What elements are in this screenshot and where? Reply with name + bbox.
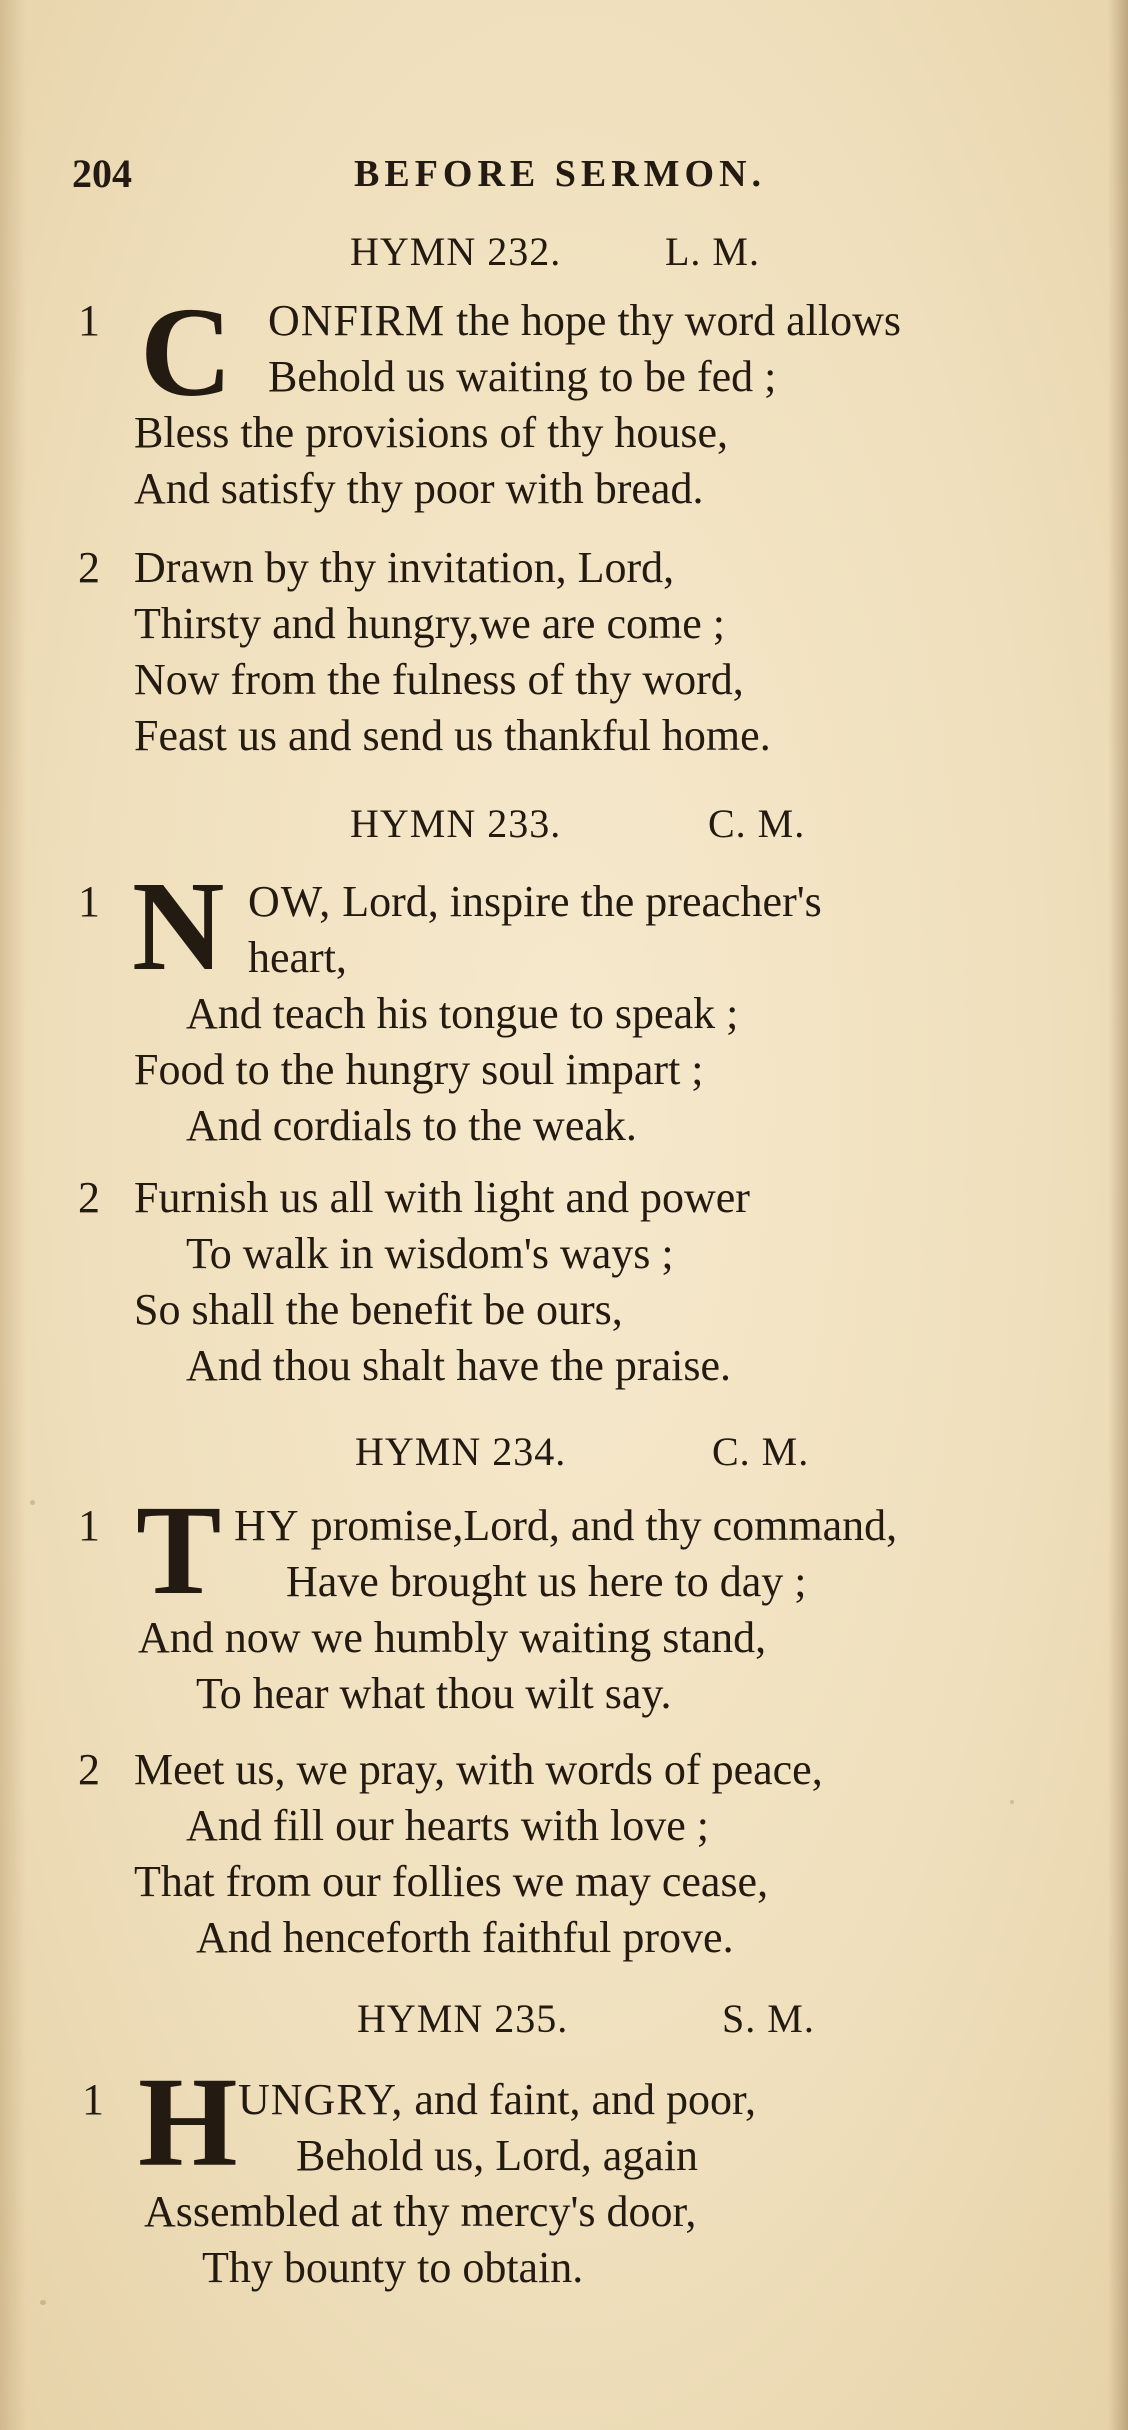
page-left-shading (0, 0, 26, 2430)
verse-line: Bless the provisions of thy house, (134, 408, 728, 457)
verse-number: 1 (78, 296, 100, 345)
verse-number: 1 (82, 2075, 104, 2124)
verse-line: And henceforth faithful prove. (196, 1913, 734, 1962)
hymn-meter: C. M. (708, 801, 806, 846)
verse-line: Behold us, Lord, again (296, 2131, 699, 2180)
verse-number: 2 (78, 1745, 100, 1794)
verse-line: Assembled at thy mercy's door, (144, 2187, 697, 2236)
hymn-number: HYMN 234. (355, 1429, 567, 1474)
verse-number: 2 (78, 1173, 100, 1222)
verse-line: And cordials to the weak. (186, 1101, 637, 1150)
verse-line: Meet us, we pray, with words of peace, (134, 1745, 823, 1794)
drop-capital: T (136, 1479, 222, 1621)
verse-number: 1 (78, 1501, 100, 1550)
drop-capital: H (138, 2051, 238, 2193)
paper-speck (30, 1500, 35, 1505)
verse-line: That from our follies we may cease, (134, 1857, 769, 1906)
hymn-number: HYMN 233. (350, 801, 562, 846)
verse-line: ONFIRM the hope thy word allows (268, 296, 901, 345)
section-title: BEFORE SERMON. (354, 153, 767, 195)
hymn-number: HYMN 235. (357, 1996, 569, 2041)
verse-line: Feast us and send us thankful home. (134, 711, 771, 760)
verse-number: 1 (78, 877, 100, 926)
verse-line: Food to the hungry soul impart ; (134, 1045, 704, 1094)
verse-line: Behold us waiting to be fed ; (268, 352, 777, 401)
hymn-number: HYMN 232. (350, 229, 562, 274)
running-head (72, 150, 1072, 210)
page-number: 204 (72, 151, 132, 196)
verse-line: And thou shalt have the praise. (186, 1341, 731, 1390)
verse-line: And teach his tongue to speak ; (186, 989, 739, 1038)
paper-speck (1010, 1800, 1014, 1804)
verse-line: Now from the fulness of thy word, (134, 655, 744, 704)
verse-line: UNGRY, and faint, and poor, (238, 2075, 756, 2124)
verse-line: Have brought us here to day ; (286, 1557, 807, 1606)
verse-line: And fill our hearts with love ; (186, 1801, 710, 1850)
hymn-meter: L. M. (665, 229, 760, 274)
verse-number: 2 (78, 543, 100, 592)
verse-line: Furnish us all with light and power (134, 1173, 750, 1222)
drop-capital: C (140, 281, 233, 423)
verse-line: To walk in wisdom's ways ; (186, 1229, 674, 1278)
verse-line: OW, Lord, inspire the preacher's (248, 877, 822, 926)
verse-line: And now we humbly waiting stand, (138, 1613, 767, 1662)
verse-line: Thirsty and hungry,we are come ; (134, 599, 725, 648)
verse-line: Thy bounty to obtain. (202, 2243, 584, 2292)
verse-line: So shall the benefit be ours, (134, 1285, 623, 1334)
paper-speck (40, 2300, 46, 2305)
verse-line: And satisfy thy poor with bread. (134, 464, 704, 513)
hymn-meter: S. M. (722, 1996, 815, 2041)
verse-line: heart, (248, 933, 347, 982)
verse-line: To hear what thou wilt say. (196, 1669, 672, 1718)
verse-line: HY promise,Lord, and thy command, (234, 1501, 898, 1550)
page-right-edge (1108, 0, 1128, 2430)
drop-capital: N (132, 855, 225, 997)
hymn-meter: C. M. (712, 1429, 810, 1474)
verse-line: Drawn by thy invitation, Lord, (134, 543, 675, 592)
